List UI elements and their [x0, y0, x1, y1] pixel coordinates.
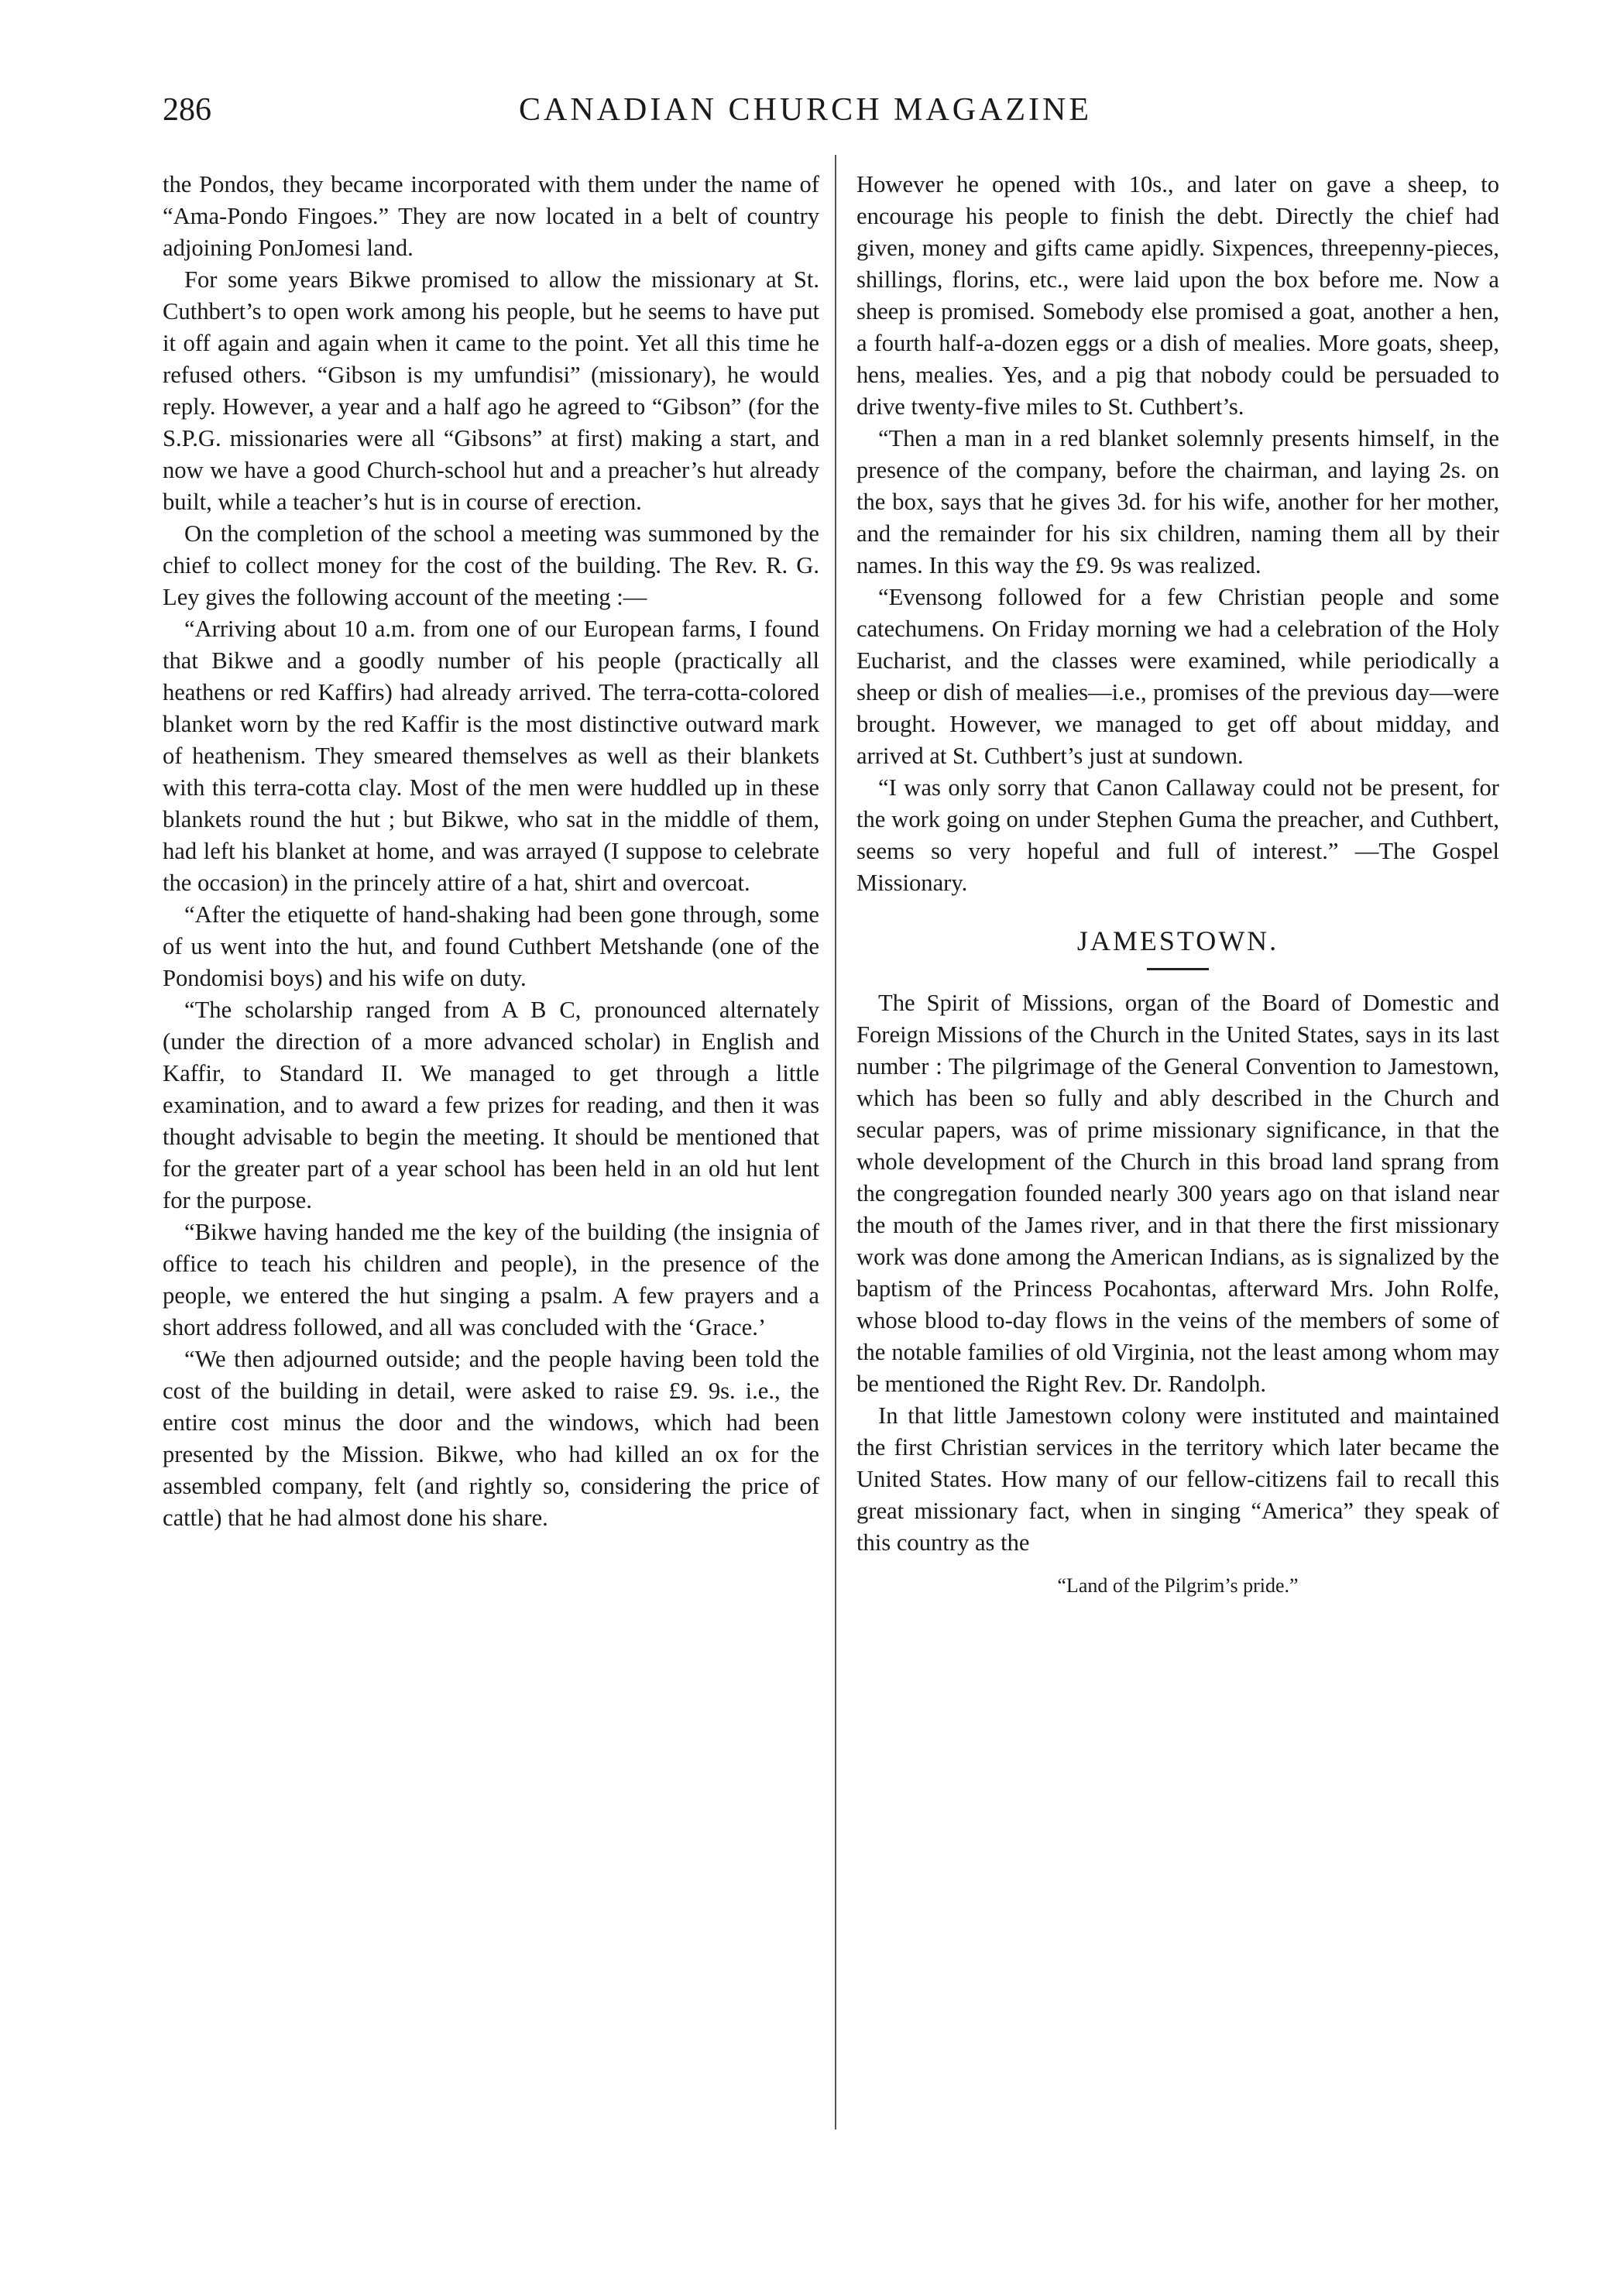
paragraph: “Bikwe having handed me the key of the building (the insignia of office to teach his children and people), in the presence of the people, we entered the hut singing a psalm. A few prayers and a short address followed, and all was concluded with the ‘Grace.’: [163, 1219, 819, 1340]
paragraph: the Pondos, they became incorporated with them under the name of “Ama-Pondo Fingoes.” They are now located in a belt of country adjoining PonJomesi land.: [163, 171, 819, 261]
running-title: CANADIAN CHURCH MAGAZINE: [519, 92, 1092, 128]
paragraph: “After the etiquette of hand-shaking had been gone through, some of us went into the hut, and found Cuthbert Metshande (one of the Pondomisi boys) and his wife on duty.: [163, 901, 819, 991]
page-number: 286: [163, 92, 211, 128]
paragraph: The Spirit of Missions, organ of the Board of Domestic and Foreign Missions of the Church in the United States, says in its last number : The pilgrimage of the General Convention to Jamestown, which has been so fully and ably described in the Church and secular papers, was of prime missionary significance, in that the whole development of the Church in this broad land sprang from the congregation founded nearly 300 years ago on that island near the mouth of the James river, and in that there the first missionary work was done among the American Indians, as is signalized by the baptism of the Princess Pocahontas, afterward Mrs. John Rolfe, whose blood to-day flows in the veins of the members of some of the notable families of old Virginia, not the least among whom may be mentioned the Right Rev. Dr. Randolph.: [856, 990, 1499, 1397]
paragraph: “Then a man in a red blanket solemnly presents himself, in the presence of the company, before the chairman, and laying 2s. on the box, says that he gives 3d. for his wife, another for her mother, and the remainder for his six children, naming them all by their names. In this way the £9. 9s was realized.: [856, 425, 1499, 578]
paragraph: “The scholarship ranged from A B C, pronounced alternately (under the direction of a more advanced scholar) in English and Kaffir, to Standard II. We managed to get through a little examination, and to award a few prizes for reading, and then it was thought advisable to begin the meeting. It should be mentioned that for the greater part of a year school has been held in an old hut lent for the purpose.: [163, 997, 819, 1213]
paragraph: “We then adjourned outside; and the people having been told the cost of the building in detail, were asked to raise £9. 9s. i.e., the entire cost minus the door and the windows, which had been presented by the Mission. Bikwe, who had killed an ox for the assembled company, felt (and rightly so, considering the price of cattle) that he had almost done his share.: [163, 1346, 819, 1531]
column-divider: [835, 155, 836, 2130]
paragraph: “Evensong followed for a few Christian people and some catechumens. On Friday morning we had a celebration of the Holy Eucharist, and the classes were examined, while periodically a sheep or dish of mealies—i.e., promises of the previous day—were brought. However, we managed to get off about midday, and arrived at St. Cuthbert’s just at sundown.: [856, 584, 1499, 769]
left-column: [163, 169, 819, 1534]
paragraph: “Arriving about 10 a.m. from one of our European farms, I found that Bikwe and a goodly number of his people (practically all heathens or red Kaffirs) had already arrived. The terra-cotta-colored blanket worn by the red Kaffir is the most distinctive outward mark of heathenism. They smeared themselves as well as their blankets with this terra-cotta clay. Most of the men were huddled up in these blankets round the hut ; but Bikwe, who sat in the middle of them, had left his blanket at home, and was arrayed (I suppose to celebrate the occasion) in the princely attire of a hat, shirt and overcoat.: [163, 616, 819, 896]
verse-quote: “Land of the Pilgrim’s pride.”: [1057, 1574, 1299, 1597]
section-heading: JAMESTOWN.: [1076, 925, 1279, 956]
paragraph: “I was only sorry that Canon Callaway could not be present, for the work going on under Stephen Guma the preacher, and Cuthbert, seems so very hopeful and full of interest.” —The Gospel Missionary.: [856, 774, 1499, 896]
paragraph: For some years Bikwe promised to allow the missionary at St. Cuthbert’s to open work among his people, but he seems to have put it off again and again when it came to the point. Yet all this time he refused others. “Gibson is my umfundisi” (missionary), he would reply. However, a year and a half ago he agreed to “Gibson” (for the S.P.G. missionaries were all “Gibsons” at first) making a start, and now we have a good Church-school hut and a preacher’s hut already built, while a teacher’s hut is in course of erection.: [163, 266, 819, 515]
paragraph: In that little Jamestown colony were instituted and maintained the first Christian services in the territory which later became the United States. How many of our fellow-citizens fail to recall this great missionary fact, when in singing “America” they speak of this country as the: [856, 1402, 1499, 1556]
right-column: [856, 169, 1499, 1601]
page-header: [163, 91, 1448, 138]
paragraph: However he opened with 10s., and later on gave a sheep, to encourage his people to finish the debt. Directly the chief had given, money and gifts came apidly. Sixpences, threepenny-pieces, shillings, florins, etc., were laid upon the box before me. Now a sheep is promised. Somebody else promised a goat, another a hen, a fourth half-a-dozen eggs or a dish of mealies. More goats, sheep, hens, mealies. Yes, and a pig that nobody could be persuaded to drive twenty-five miles to St. Cuthbert’s.: [856, 171, 1499, 420]
paragraph: On the completion of the school a meeting was summoned by the chief to collect money for the cost of the building. The Rev. R. G. Ley gives the following account of the meeting :—: [163, 520, 819, 610]
section-rule: [1147, 968, 1209, 970]
